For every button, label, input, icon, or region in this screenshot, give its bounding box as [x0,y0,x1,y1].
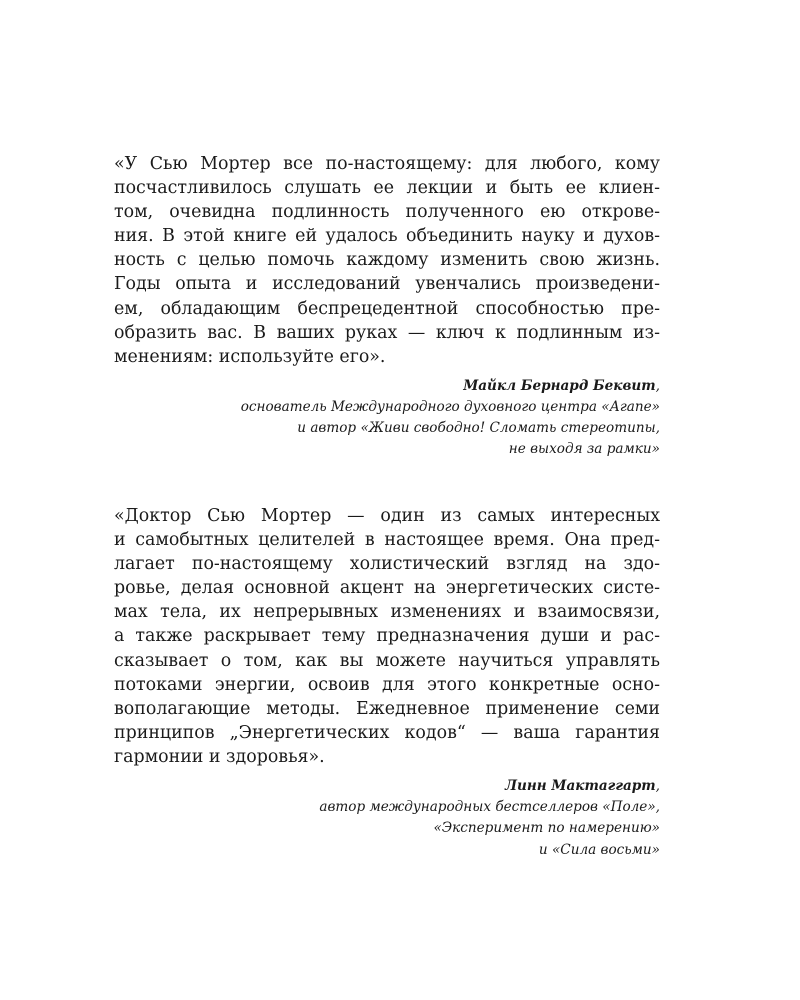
author-name: Майкл Бернард Беквит [463,377,656,394]
quote-line: образить вас. В ваших руках — ключ к подлинным из- [114,322,660,343]
quote-line: Годы опыта и исследований увенчались произведени- [114,274,660,295]
quote-line: потоками энергии, освоив для этого конкретные осно- [114,674,660,695]
quote-line: «Доктор Сью Мортер — один из самых интересных [114,506,660,526]
author-line [114,776,660,797]
quote-line: мах тела, их непрерывных изменениях и взаимосвязи, [114,602,660,623]
author-credit: основатель Международного духовного центра «Агапе» [240,399,660,416]
quote-line: сказывает о том, как вы можете научиться управлять [114,650,660,671]
quote-line: лагает по-настоящему холистический взгляд на здо- [114,554,660,575]
author-comma: , [655,778,660,795]
quote-line: ния. В этой книге ей удалось объединить науку и духов- [114,226,660,247]
quote-line: менениям: используйте его». [114,346,386,367]
quote-line: ровье, делая основной акцент на энергетических систе- [114,578,660,599]
author-credit: и «Сила восьми» [538,841,660,858]
quote-text [114,504,660,769]
quote-line: посчастливилось слушать ее лекции и быть ее клиен- [114,178,660,199]
testimonial-quote-1 [114,152,660,461]
quote-line: гармонии и здоровья». [114,746,325,767]
author-name: Линн Мактаггарт [504,778,656,795]
quote-line: ность с целью помочь каждому изменить свою жизнь. [114,250,660,271]
author-credit: «Эксперимент по намерению» [433,820,660,837]
author-comma: , [655,377,660,394]
author-line [114,376,660,397]
author-credit: и автор «Живи свободно! Сломать стереотипы, [297,420,660,437]
author-credit: автор международных бестселлеров «Поле», [319,799,660,816]
attribution [114,776,660,861]
testimonial-quote-2 [114,504,660,861]
author-credit: не выходя за рамки» [508,441,660,458]
quote-line: принципов „Энергетических кодов“ — ваша гарантия [114,722,660,743]
quote-line: и самобытных целителей в настоящее время. Она пред- [114,530,660,551]
quote-line: «У Сью Мортер все по-настоящему: для любого, кому [114,154,660,174]
quote-line: ем, обладающим беспрецедентной способностью пре- [114,298,660,319]
quote-text [114,152,660,369]
attribution [114,376,660,461]
quote-line: а также раскрывает тему предназначения души и рас- [114,626,660,647]
quote-line: том, очевидна подлинность полученного ею открове- [114,202,660,223]
quote-line: вополагающие методы. Ежедневное применение семи [114,698,660,719]
